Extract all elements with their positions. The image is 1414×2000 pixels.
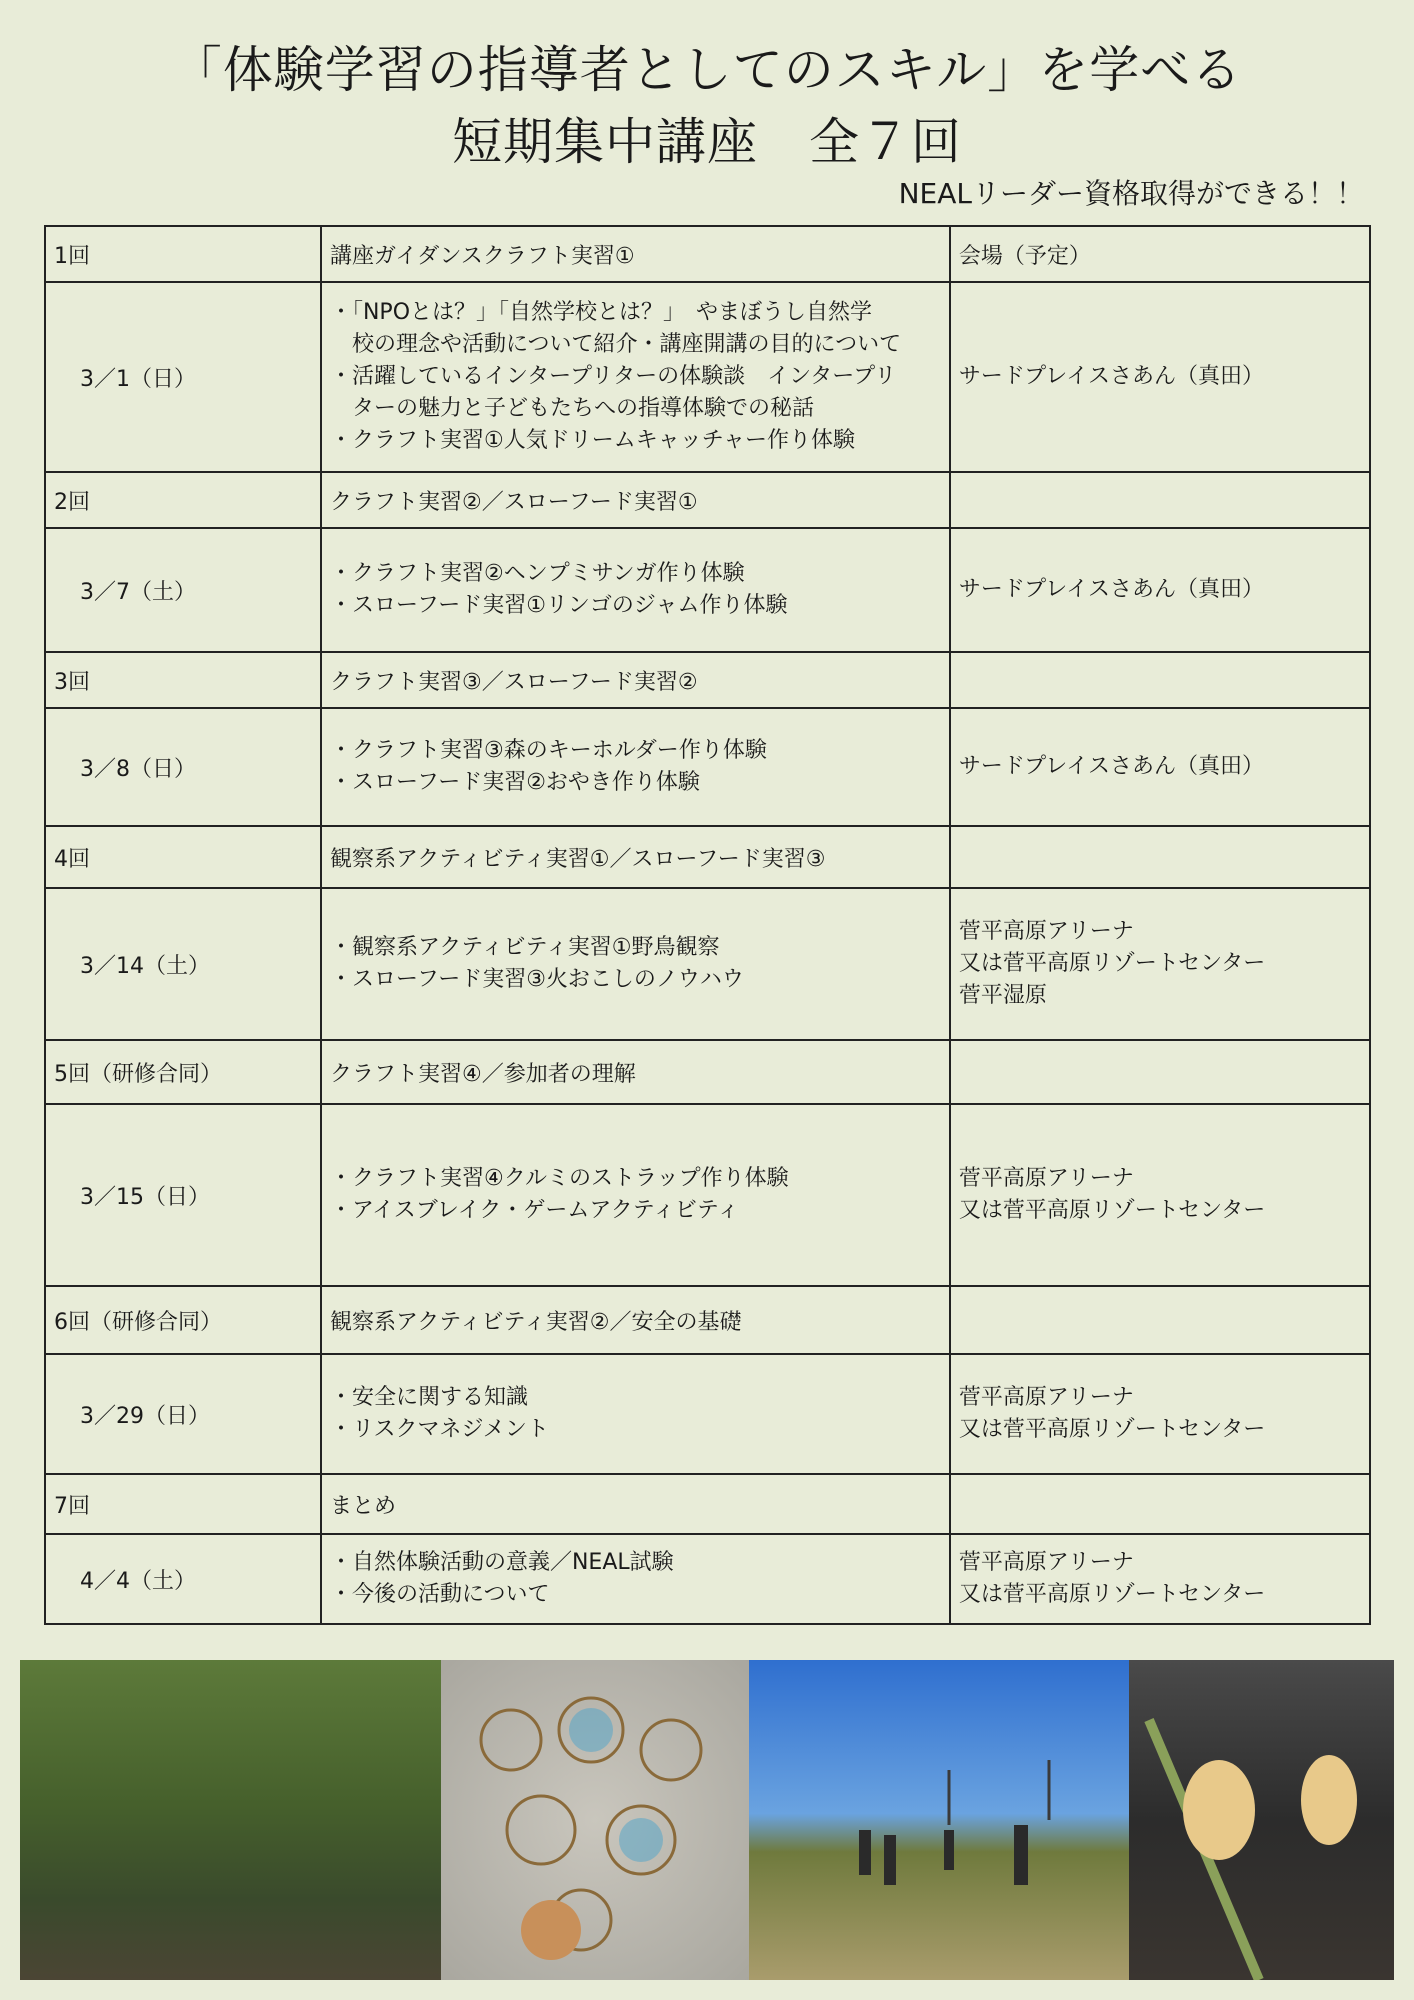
dreamcatcher-crafts-photo: [441, 1660, 749, 1980]
session-topic: クラフト実習④／参加者の理解: [321, 1040, 950, 1104]
session-number: 5回（研修合同）: [45, 1040, 321, 1104]
session-venue: [950, 888, 1370, 1040]
session-detail-row: [45, 1104, 1370, 1286]
session-number: 4回: [45, 826, 321, 888]
session-details: [321, 888, 950, 1040]
session-number: 6回（研修合同）: [45, 1286, 321, 1354]
venue-line: 又は菅平高原リゾートセンター: [958, 1198, 1266, 1223]
session-detail-row: [45, 888, 1370, 1040]
venue-line: 又は菅平高原リゾートセンター: [958, 951, 1266, 976]
session-date: 3／15（日）: [45, 1104, 321, 1286]
venue-line: サードプレイスさあん（真田）: [958, 577, 1264, 602]
venue-line: 又は菅平高原リゾートセンター: [958, 1417, 1266, 1442]
detail-line: ・スローフード実習③火おこしのノウハウ: [329, 967, 744, 992]
session-header-row: [45, 1040, 1370, 1104]
outdoor-workshop-photo: [20, 1660, 441, 1980]
highland-walk-photo: [749, 1660, 1129, 1980]
session-date: 4／4（土）: [45, 1534, 321, 1624]
bread-on-stick-icon: [1129, 1660, 1394, 1980]
session-venue: [950, 1534, 1370, 1624]
session-topic: クラフト実習②／スローフード実習①: [321, 472, 950, 528]
detail-line: ・クラフト実習④クルミのストラップ作り体験: [329, 1166, 789, 1191]
session-venue: [950, 1104, 1370, 1286]
session-details: [321, 708, 950, 826]
session-topic: クラフト実習③／スローフード実習②: [321, 652, 950, 708]
session-number: 1回: [45, 226, 321, 282]
session-date: 3／29（日）: [45, 1354, 321, 1474]
session-details: [321, 528, 950, 652]
session-detail-row: [45, 708, 1370, 826]
detail-line: ・安全に関する知識: [329, 1385, 528, 1410]
venue-header: [950, 826, 1370, 888]
photo-strip: [20, 1660, 1394, 1980]
detail-line: ・リスクマネジメント: [329, 1417, 549, 1442]
session-date: 3／8（日）: [45, 708, 321, 826]
detail-line: ・スローフード実習②おやき作り体験: [329, 770, 700, 795]
venue-line: 菅平高原アリーナ: [958, 1385, 1134, 1410]
venue-header: [950, 652, 1370, 708]
session-topic: まとめ: [321, 1474, 950, 1534]
venue-line: 菅平高原アリーナ: [958, 1550, 1134, 1575]
detail-line: ・「NPOとは？」「自然学校とは？」 やまぼうし自然学: [329, 300, 873, 325]
session-date: 3／14（土）: [45, 888, 321, 1040]
session-details: [321, 1354, 950, 1474]
page-title: 「体験学習の指導者としてのスキル」を学べる: [171, 41, 1243, 99]
venue-line: 菅平高原アリーナ: [958, 1166, 1134, 1191]
session-detail-row: [45, 282, 1370, 472]
venue-header: [950, 1474, 1370, 1534]
detail-line: ・自然体験活動の意義／NEAL試験: [329, 1550, 674, 1575]
detail-line: ・今後の活動について: [329, 1582, 550, 1607]
session-details: [321, 1534, 950, 1624]
detail-line: ターの魅力と子どもたちへの指導体験での秘話: [329, 396, 814, 421]
detail-line: ・クラフト実習①人気ドリームキャッチャー作り体験: [329, 428, 856, 453]
session-details: [321, 1104, 950, 1286]
session-header-row: [45, 226, 1370, 282]
venue-line: サードプレイスさあん（真田）: [958, 754, 1264, 779]
dreamcatcher-icon: [441, 1660, 749, 1980]
session-venue: [950, 282, 1370, 472]
venue-line: 又は菅平高原リゾートセンター: [958, 1582, 1266, 1607]
session-detail-row: [45, 1354, 1370, 1474]
venue-line: 菅平高原アリーナ: [958, 919, 1134, 944]
session-venue: [950, 708, 1370, 826]
venue-line: サードプレイスさあん（真田）: [958, 364, 1264, 389]
venue-header: 会場（予定）: [950, 226, 1370, 282]
session-venue: [950, 1354, 1370, 1474]
schedule-table: [44, 225, 1371, 1625]
detail-line: ・観察系アクティビティ実習①野鳥観察: [329, 935, 720, 960]
session-header-row: [45, 652, 1370, 708]
session-detail-row: [45, 1534, 1370, 1624]
venue-line: 菅平湿原: [958, 983, 1047, 1008]
venue-header: [950, 1040, 1370, 1104]
session-header-row: [45, 1474, 1370, 1534]
session-date: 3／1（日）: [45, 282, 321, 472]
session-detail-row: [45, 528, 1370, 652]
detail-line: ・スローフード実習①リンゴのジャム作り体験: [329, 593, 788, 618]
session-venue: [950, 528, 1370, 652]
venue-header: [950, 1286, 1370, 1354]
detail-line: ・クラフト実習②ヘンプミサンガ作り体験: [329, 561, 745, 586]
session-header-row: [45, 472, 1370, 528]
session-date: 3／7（土）: [45, 528, 321, 652]
page-subtitle: 短期集中講座 全７回: [452, 113, 962, 171]
session-number: 7回: [45, 1474, 321, 1534]
session-header-row: [45, 826, 1370, 888]
detail-line: 校の理念や活動について紹介・講座開講の目的について: [329, 332, 902, 357]
session-number: 3回: [45, 652, 321, 708]
session-topic: 講座ガイダンスクラフト実習①: [321, 226, 950, 282]
venue-header: [950, 472, 1370, 528]
session-number: 2回: [45, 472, 321, 528]
session-details: [321, 282, 950, 472]
campfire-bread-photo: [1129, 1660, 1394, 1980]
detail-line: ・クラフト実習③森のキーホルダー作り体験: [329, 738, 767, 763]
session-topic: 観察系アクティビティ実習②／安全の基礎: [321, 1286, 950, 1354]
session-header-row: [45, 1286, 1370, 1354]
detail-line: ・活躍しているインタープリターの体験談 インタープリ: [329, 364, 897, 389]
hikers-icon: [749, 1660, 1129, 1980]
detail-line: ・アイスブレイク・ゲームアクティビティ: [329, 1198, 740, 1223]
qualification-note: NEALリーダー資格取得ができる！！: [898, 177, 1364, 210]
session-topic: 観察系アクティビティ実習①／スローフード実習③: [321, 826, 950, 888]
